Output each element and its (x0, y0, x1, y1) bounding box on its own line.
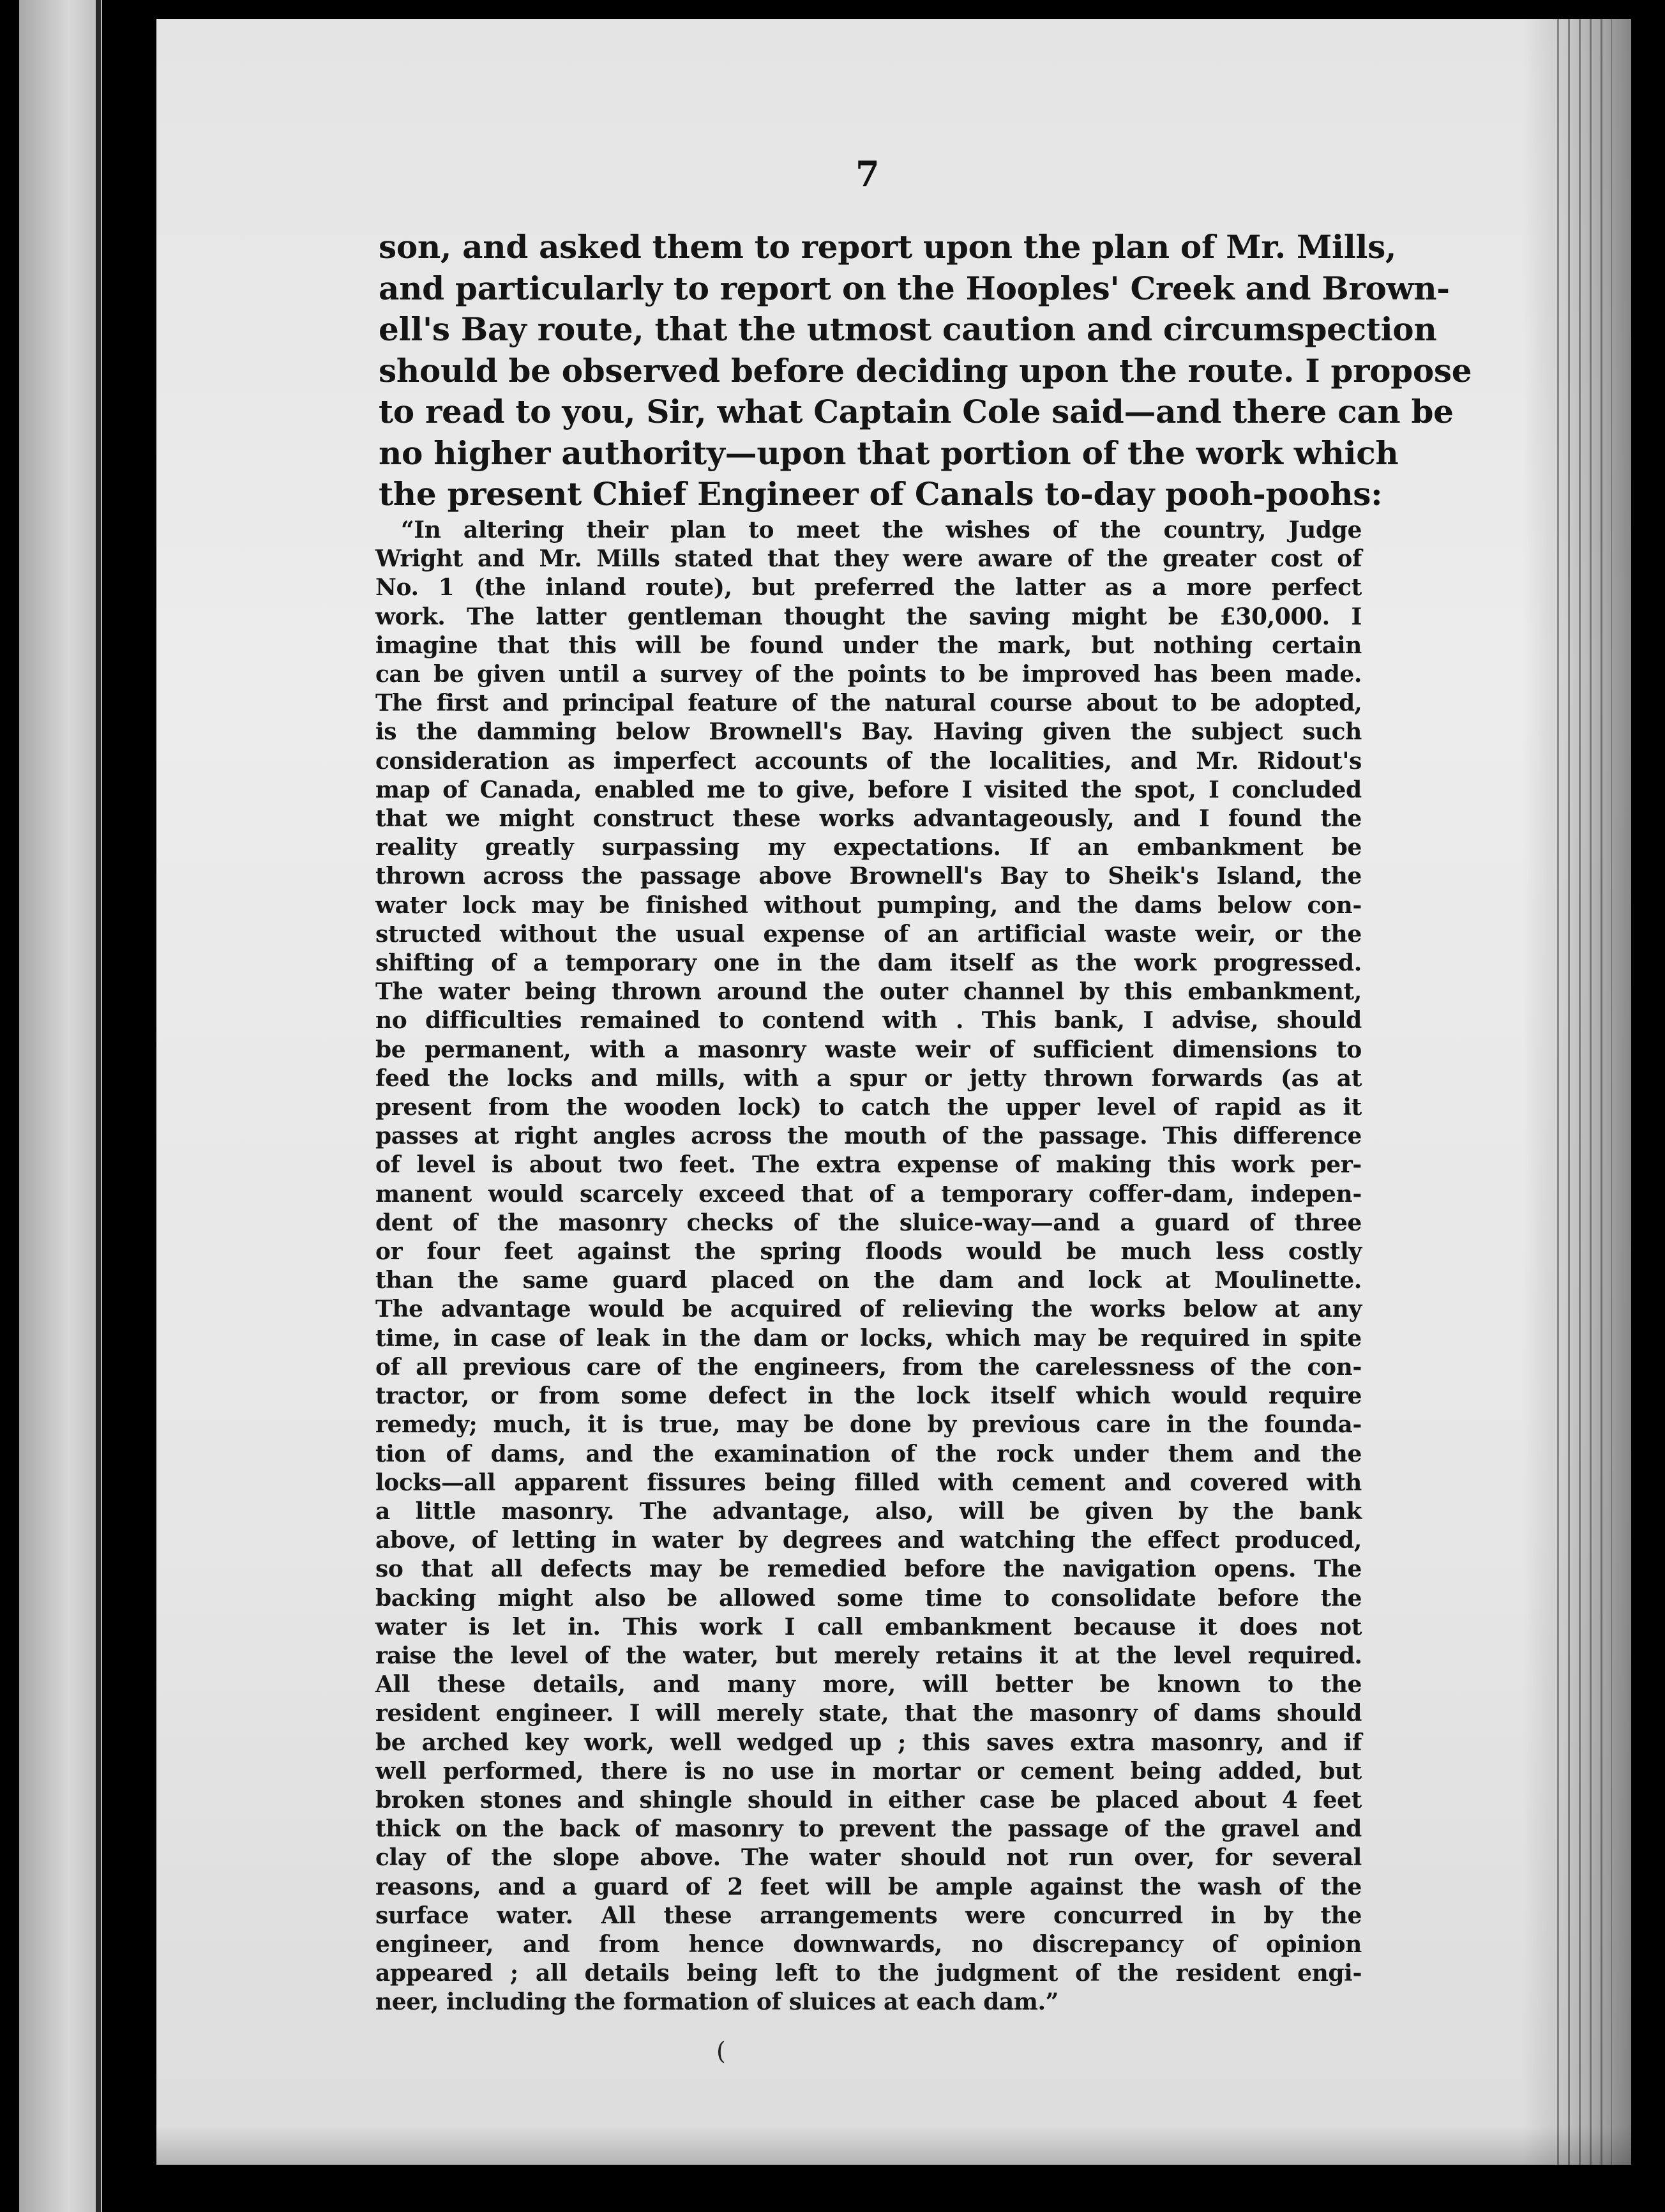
quote-line: a little masonry. The advantage, also, will be given by the bank (375, 1497, 1362, 1525)
quote-line: than the same guard placed on the dam and lock at Moulinette. (375, 1267, 1362, 1294)
quote-line: raise the level of the water, but merely retains it at the level required. (375, 1642, 1362, 1669)
quote-line: can be given until a survey of the points to be improved has been made. (375, 661, 1362, 688)
quoted-report (375, 516, 1362, 2017)
quote-line: engineer, and from hence downwards, no discrepancy of opinion (375, 1930, 1362, 1958)
page-number: 7 (855, 153, 880, 194)
quote-line: shifting of a temporary one in the dam itself as the work progressed. (375, 950, 1362, 977)
quote-line: so that all defects may be remedied before the navigation opens. The (375, 1556, 1362, 1583)
quote-line: clay of the slope above. The water should not run over, for several (375, 1844, 1362, 1872)
quote-line: work. The latter gentleman thought the saving might be £30,000. I (375, 603, 1362, 630)
intro-line: no higher authority—upon that portion of the work which (379, 434, 1399, 472)
quote-line: surface water. All these arrangements were concurred in by the (375, 1902, 1362, 1929)
intro-line: to read to you, Sir, what Captain Cole said—and there can be (379, 393, 1454, 430)
quote-line: be permanent, with a masonry waste weir of sufficient dimensions to (375, 1036, 1362, 1063)
quote-line: is the damming below Brownell's Bay. Having given the subject such (375, 718, 1362, 746)
previous-page-edge (19, 0, 102, 2212)
quote-line: passes at right angles across the mouth of the passage. This difference (375, 1123, 1362, 1150)
quote-line: The water being thrown around the outer channel by this embankment, (375, 978, 1362, 1006)
page-shadow (1523, 19, 1631, 2165)
quote-line: water lock may be finished without pumping, and the dams below con- (375, 891, 1362, 919)
intro-line: son, and asked them to report upon the plan of Mr. Mills, (379, 228, 1397, 266)
intro-line: should be observed before deciding upon the route. I propose (379, 351, 1472, 390)
quote-line: water is let in. This work I call embankment because it does not (375, 1613, 1362, 1640)
quote-line: above, of letting in water by degrees and watching the effect produced, (375, 1527, 1362, 1554)
quote-line: be arched key work, well wedged up ; this saves extra masonry, and if (375, 1729, 1362, 1756)
quote-line: of level is about two feet. The extra expense of making this work per- (375, 1151, 1362, 1179)
previous-page-border (96, 0, 101, 2212)
page-bottom-shadow (156, 2126, 1631, 2165)
quote-line: appeared ; all details being left to the judgment of the resident engi- (375, 1960, 1362, 1987)
quote-line: present from the wooden lock) to catch the upper level of rapid as it (375, 1094, 1362, 1121)
quote-line: or four feet against the spring floods would be much less costly (375, 1238, 1362, 1266)
quote-line: backing might also be allowed some time to consolidate before the (375, 1584, 1362, 1612)
quote-line: well performed, there is no use in mortar or cement being added, but (375, 1757, 1362, 1785)
quote-line: remedy; much, it is true, may be done by previous care in the founda- (375, 1411, 1362, 1439)
quote-line: time, in case of leak in the dam or locks, which may be required in spite (375, 1324, 1362, 1352)
quote-line: Wright and Mr. Mills stated that they were aware of the greater cost of (375, 545, 1362, 573)
intro-line: the present Chief Engineer of Canals to-day pooh-poohs: (379, 475, 1383, 513)
quote-line: resident engineer. I will merely state, that the masonry of dams should (375, 1700, 1362, 1727)
quote-line: thick on the back of masonry to prevent the passage of the gravel and (375, 1815, 1362, 1843)
quote-line: imagine that this will be found under the mark, but nothing certain (375, 632, 1362, 659)
quote-line: neer, including the formation of sluices at each dam.” (375, 1989, 1059, 2016)
intro-line: ell's Bay route, that the utmost caution and circumspection (379, 310, 1437, 348)
intro-paragraph (379, 227, 1472, 515)
quote-line: dent of the masonry checks of the sluice-way—and a guard of three (375, 1209, 1362, 1236)
quote-line: locks—all apparent fissures being filled with cement and covered with (375, 1469, 1362, 1496)
quote-line: feed the locks and mills, with a spur or jetty thrown forwards (as at (375, 1064, 1362, 1092)
quote-line: map of Canada, enabled me to give, before I visited the spot, I concluded (375, 776, 1362, 803)
quote-line: no difficulties remained to contend with . This bank, I advise, should (375, 1007, 1362, 1034)
quote-line: consideration as imperfect accounts of the localities, and Mr. Ridout's (375, 747, 1362, 775)
quote-line: tion of dams, and the examination of the rock under them and the (375, 1440, 1362, 1467)
footer-mark: ( (716, 2037, 726, 2065)
quote-line: The advantage would be acquired of relieving the works below at any (375, 1296, 1362, 1323)
quote-line: manent would scarcely exceed that of a temporary coffer-dam, indepen- (375, 1180, 1362, 1208)
quote-line: that we might construct these works advantageously, and I found the (375, 805, 1362, 833)
quote-line: reasons, and a guard of 2 feet will be ample against the wash of the (375, 1873, 1362, 1900)
quote-line: of all previous care of the engineers, from the carelessness of the con- (375, 1353, 1362, 1381)
quote-line: The first and principal feature of the natural course about to be adopted, (375, 690, 1362, 717)
quote-line: structed without the usual expense of an artificial waste weir, or the (375, 920, 1362, 948)
quote-line: tractor, or from some defect in the lock itself which would require (375, 1382, 1362, 1410)
intro-line: and particularly to report on the Hooples' Creek and Brown- (379, 269, 1450, 307)
quote-line: reality greatly surpassing my expectations. If an embankment be (375, 834, 1362, 861)
quote-line: No. 1 (the inland route), but preferred the latter as a more perfect (375, 574, 1362, 602)
quote-line: thrown across the passage above Brownell's Bay to Sheik's Island, the (375, 863, 1362, 890)
quote-line: broken stones and shingle should in either case be placed about 4 feet (375, 1786, 1362, 1814)
quote-line: “In altering their plan to meet the wishes of the country, Judge (401, 517, 1362, 543)
quote-line: All these details, and many more, will better be known to the (375, 1671, 1362, 1699)
